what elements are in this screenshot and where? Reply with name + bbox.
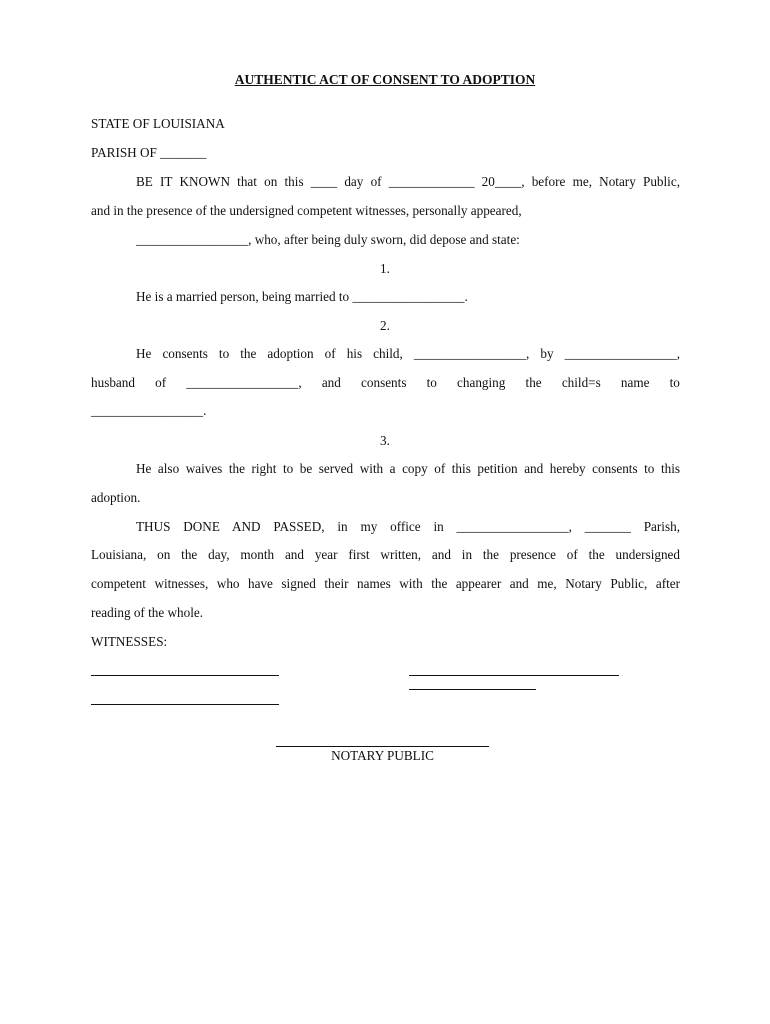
intro-line-1 — [136, 174, 680, 190]
word: changing — [457, 375, 506, 390]
closing-line-4: reading of the whole. — [91, 605, 204, 620]
witness-signature-line-1[interactable] — [91, 675, 279, 676]
intro-text-1: BE IT KNOWN that on this ____ day of _____________ 20____, before me, Notary Public, — [136, 174, 680, 189]
word: husband — [91, 375, 135, 390]
intro-line-2: and in the presence of the undersigned competent witnesses, personally appeared, — [91, 203, 522, 218]
notary-public-label: NOTARY PUBLIC — [331, 748, 434, 763]
word: the — [525, 375, 542, 390]
state-line: STATE OF LOUISIANA — [91, 116, 225, 131]
parish-line: PARISH OF _______ — [91, 145, 207, 160]
intro-line-3: _________________, who, after being duly sworn, did depose and state: — [136, 232, 520, 247]
closing-line-1: THUS DONE AND PASSED, in my office in _________________, _______ Parish, — [136, 519, 680, 534]
section-number-1: 1. — [380, 261, 390, 276]
section-number-3: 3. — [380, 433, 390, 448]
witnesses-label: WITNESSES: — [91, 634, 168, 649]
word: to — [669, 375, 680, 390]
section-number-2: 2. — [380, 318, 390, 333]
paragraph-1: He is a married person, being married to _________________. — [136, 289, 468, 304]
closing-line-3: competent witnesses, who have signed their names with the appearer and me, Notary Public, after — [91, 576, 680, 591]
witness-signature-line-2[interactable] — [91, 704, 279, 705]
closing-line-2: Louisiana, on the day, month and year first written, and in the presence of the undersigned — [91, 547, 680, 562]
paragraph-3-line-2: adoption. — [91, 490, 141, 505]
paragraph-2-line-1: He consents to the adoption of his child, _________________, by _________________, — [136, 346, 680, 361]
word: name — [620, 375, 650, 390]
appearer-signature-line[interactable] — [409, 675, 619, 676]
paragraph-2-line-2 — [91, 375, 680, 391]
paragraph-2-line-3: _________________. — [91, 403, 207, 418]
word-blank: _________________, — [186, 375, 302, 390]
word: to — [426, 375, 437, 390]
word: and — [321, 375, 341, 390]
appearer-name-line[interactable] — [409, 689, 536, 690]
paragraph-3-line-1: He also waives the right to be served with a copy of this petition and hereby consents to this — [136, 461, 680, 476]
word: child=s — [561, 375, 601, 390]
word: consents — [361, 375, 407, 390]
word: of — [155, 375, 167, 390]
document-title: AUTHENTIC ACT OF CONSENT TO ADOPTION — [234, 72, 536, 87]
notary-signature-line[interactable] — [276, 746, 489, 747]
